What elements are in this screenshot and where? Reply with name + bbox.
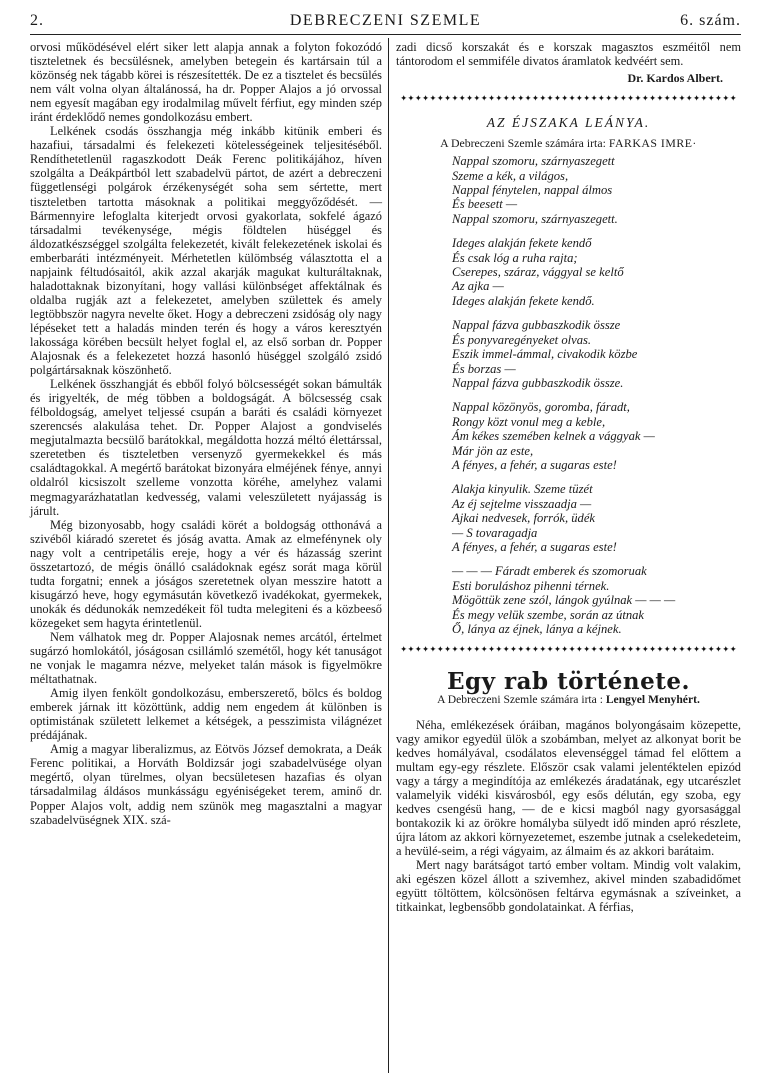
story-author: Lengyel Menyhért. [605, 693, 700, 707]
ornament-divider: ✦✦✦✦✦✦✦✦✦✦✦✦✦✦✦✦✦✦✦✦✦✦✦✦✦✦✦✦✦✦✦✦✦✦✦✦✦✦✦✦✦✦✦✦✦✦ [400, 93, 737, 104]
poem-line: És megy velük szembe, során az útnak [452, 607, 645, 622]
poem-stanza [452, 154, 741, 226]
article-continuation: zadi dicső korszakát és e korszak magasztos eszméitől nem tántorodom el semmiféle divatos áramlatok kedvéért sem. [396, 40, 741, 69]
article-paragraph: Nem válhatok meg dr. Popper Alajosnak nemes arcától, értelmet sugárzó homlokától, jóságosan csillámló szemétől, hogy két tanuságot ne vonjak le magamra nézve, melyeket talán mások is figyelmökre méltathatnak. [30, 629, 382, 687]
article-paragraph: orvosi működésével elért siker lett alapja annak a folyton fokozódó tiszteletnek és becsülésnek, amelyben betegein és kartársain túl a közönség nek tágabb körei is részesítették. De ez a tisztelet és becsülés nem vált volna olyan általánossá, ha dr. Popper Alajos a jó orvossal nem egyesít magában egy irodalmilag művelt férfiut, egy minden szép iránt érdeklődő nemes gondolkozásu embert. [30, 40, 382, 125]
poem-line: A fényes, a fehér, a sugaras este! [452, 457, 617, 472]
issue-number: 6. szám. [680, 12, 741, 29]
article-paragraph: Lelkének csodás összhangja még inkább kitünik emberi és hazafiui, társadalmi és felekezeti kötelességeinek teljesitéséből. Rendíthetetlenül ragaszkodott Deák Ferenc politikájához, híven szolgálta a Deákpártból lett szabadelvü pártot, de azért a debreczeni függetlenségi polgárok érzékenységét soha sem sértette, mert tiszteletben tartotta másoknak a politikai meggyőződését. — Bármennyire lefoglalta kiterjedt orvosi gyakorlata, sokfelé ágazó társadalmi tevékenysége, mégis földtelen hüséggel és áldozatkészséggel szolgálta felekezetét, kivált felekezetének iskolai és emberbaráti intézményeit. Mérhetetlen külömbség választotta el a napjaink féltudósaitól, akik azzal akarják magukat kulturáltaknak, haladottaknak bizonyítani, hogy vallási különbséget affektálnak és oldalba rugják azt a felekezetet, amelyben születtek és amely legtöbbször nagyra nevelte őket. Hogy a debreczeni zsidóság oly nagy lépéseket tett a haladás minden terén és hogy a város keresztyén lakossága körében becsült helyet foglal el, az első sorban dr. Popper Alajosnak és a felekezetet hozzá hasonló hüséggel szolgáló zsidó polgártársaknak köszönhető. [30, 124, 382, 378]
poem-stanza [452, 236, 741, 308]
poem-line: Ajkai nedvesek, forrók, üdék [452, 511, 596, 526]
poem-line: Ideges alakján fekete kendő. [452, 293, 595, 308]
article-paragraph: Amig ilyen fenkölt gondolkozásu, emberszerető, bölcs és boldog emberek járnak itt közöttünk, addig nem engedem át különben is optimistának született lelkemet a kétségek, a pesszimista világnézet prédájának. [30, 686, 382, 743]
poem-line: Szeme a kék, a világos, [452, 168, 569, 183]
poem-line: Nappal szomoru, szárnyaszegett. [452, 211, 618, 226]
story-byline [396, 693, 741, 707]
left-column [30, 40, 382, 827]
poem-line: És borzas — [452, 361, 516, 376]
poem-line: Nappal fázva gubbaszkodik össze. [452, 375, 624, 390]
poem-line: Ideges alakján fekete kendő [452, 236, 592, 251]
poem-line: Már jön az este, [452, 443, 534, 458]
poem-line: És csak lóg a ruha rajta; [452, 250, 578, 265]
poem-stanza [452, 564, 741, 636]
poem-byline-prefix: A Debreczeni Szemle számára irta: [440, 136, 606, 151]
poem-body [396, 154, 741, 636]
article-paragraph: Amig a magyar liberalizmus, az Eötvös József demokrata, a Deák Ferenc politikai, a Horváth Boldizsár jogi szabadelvüsége olyan megértő, olyan türelmes, olyan becsületesen hazafias és olyan társadalmilag áldásos munkásságu egyéniségeket terem, aminő dr. Popper Alajos volt, addig nem szünök meg magasztalni a magyar szabadelvüségnek XIX. szá- [30, 742, 382, 827]
poem-title: AZ ÉJSZAKA LEÁNYA. [486, 115, 651, 131]
journal-title: DEBRECZENI SZEMLE [289, 12, 482, 29]
poem-line: És ponyvaregényeket olvas. [452, 332, 592, 347]
poem-line: Ám kékes szemében kelnek a vággyak — [452, 429, 655, 444]
article-paragraph: Lelkének összhangját és ebből folyó bölcsességét sokan bámulták és irigyelték, de még többen a boldogságát. A bölcsesség csak félboldogság, amelyet teljessé csupán a baráti és családi környezet szerencsés alakulása tehet. Dr. Popper Alajost a gondviselés megjutalmazta becsülő barátokkal, megáldotta hozzá méltó élettárssal, szeretetben és tiszteletben versenyző gyermekekkel és más családtagokkal. A megértő barátokat bizonyára elméjének fénye, annyi oldalról kicsiszolt szelleme vonzotta köréhe, amelyhez valami megmagyarázhatatlan kedvesség, valami veleszületett nyájasság is járult. [30, 377, 382, 518]
poem-line: Rongy közt vonul meg a keble, [452, 414, 606, 429]
page-header [30, 12, 741, 34]
poem-line: Nappal fénytelen, nappal álmos [452, 183, 613, 198]
poem-stanza [452, 318, 741, 390]
poem-line: Cserepes, száraz, vággyal se keltő [452, 265, 624, 280]
column-divider [388, 38, 389, 1073]
story-paragraph: Néha, emlékezések óráiban, magános bolyongásaim közepette, vagy amikor egyedül ülök a szobámban, melyet az alkonyat borit be kedves homályával, csodálatos elevenséggel támad fel előttem a multam egy-egy részlete. Először csak valami jelentéktelen epizód vagy a tárgy a megindítója az emlékezés áradatának, egy utcarészlet valamelyik vidéki kisvárosból, egy esős délután, egy szoba, egy kedves csengésü hang, — de e kicsi magból nagy gyorsasággal bontakozik ki az örökre homályba sülyedt idő minden apró részlete, újra látom az akkori környezetemet, eszembe jutnak a cselekedeteim, a hevülé-seim, a régi vágyaim, az álmaim és az akkori barátaim. [396, 717, 741, 858]
poem-line: — S tovaragadja [452, 525, 538, 540]
page-number: 2. [30, 12, 44, 29]
story-paragraph: Mert nagy barátságot tartó ember voltam. Mindig volt valakim, aki egészen közel állott a szivemhez, akivel minden szabadidőmet együtt töltöttem, kölcsönösen feltárva egymásnak a szíveinket, a titkainkat, legbensőbb gondolatainkat. A férfias, [396, 857, 741, 915]
poem-line: A fényes, a fehér, a sugaras este! [452, 539, 617, 554]
story-title: Egy rab története. [446, 668, 691, 696]
poem-line: Nappal közönyös, goromba, fáradt, [452, 400, 630, 415]
poem-stanza [452, 482, 741, 554]
right-column [396, 40, 741, 914]
poem-line: Az éj sejtelme visszaadja — [452, 496, 592, 511]
ornament-divider: ✦✦✦✦✦✦✦✦✦✦✦✦✦✦✦✦✦✦✦✦✦✦✦✦✦✦✦✦✦✦✦✦✦✦✦✦✦✦✦✦✦✦✦✦✦✦ [400, 644, 737, 655]
poem-byline [396, 136, 741, 150]
poem-line: Az ajka — [452, 279, 504, 294]
poem-line: Eszik immel-ámmal, civakodik közbe [452, 347, 638, 362]
poem-line: Nappal fázva gubbaszkodik össze [452, 318, 621, 333]
poem-line: Esti boruláshoz pihenni térnek. [452, 578, 610, 593]
poem-line: És beesett — [452, 197, 518, 212]
article-paragraph: Még bizonyosabb, hogy családi körét a boldogság otthonává a szivéből kiáradó szeretet és jóság avatta. Amak az elmefénynek oly nagy volt a centripetális ereje, hogy a vér és házasság szerint összetartozó, de mégis önálló családoknak egész sorát maga körül tudta forgatni; ennek a jóságos szeretetnek olyan messzire hatott a kisugárzó heve, hogy egymásután következő ivadékokat, gyermekek, unokák és dédunokák nemzedékeit föl tudta melegiteni és a közbeeső közegeket sem hagyta érintetlenül. [30, 517, 382, 630]
header-rule [30, 34, 741, 35]
poem-author: FARKAS IMRE· [608, 136, 697, 151]
story-byline-prefix: A Debreczeni Szemle számára irta : [437, 693, 603, 707]
poem-line: Mögöttük zene szól, lángok gyúlnak — — — [452, 593, 676, 608]
article-signature: Dr. Kardos Albert. [627, 71, 723, 86]
poem-line: — — — Fáradt emberek és szomoruak [452, 564, 647, 579]
poem-line: Ő, lánya az éjnek, lánya a kéjnek. [452, 622, 622, 637]
poem-line: Alakja kinyulik. Szeme tüzét [452, 482, 593, 497]
poem-line: Nappal szomoru, szárnyaszegett [452, 154, 615, 169]
poem-stanza [452, 400, 741, 472]
